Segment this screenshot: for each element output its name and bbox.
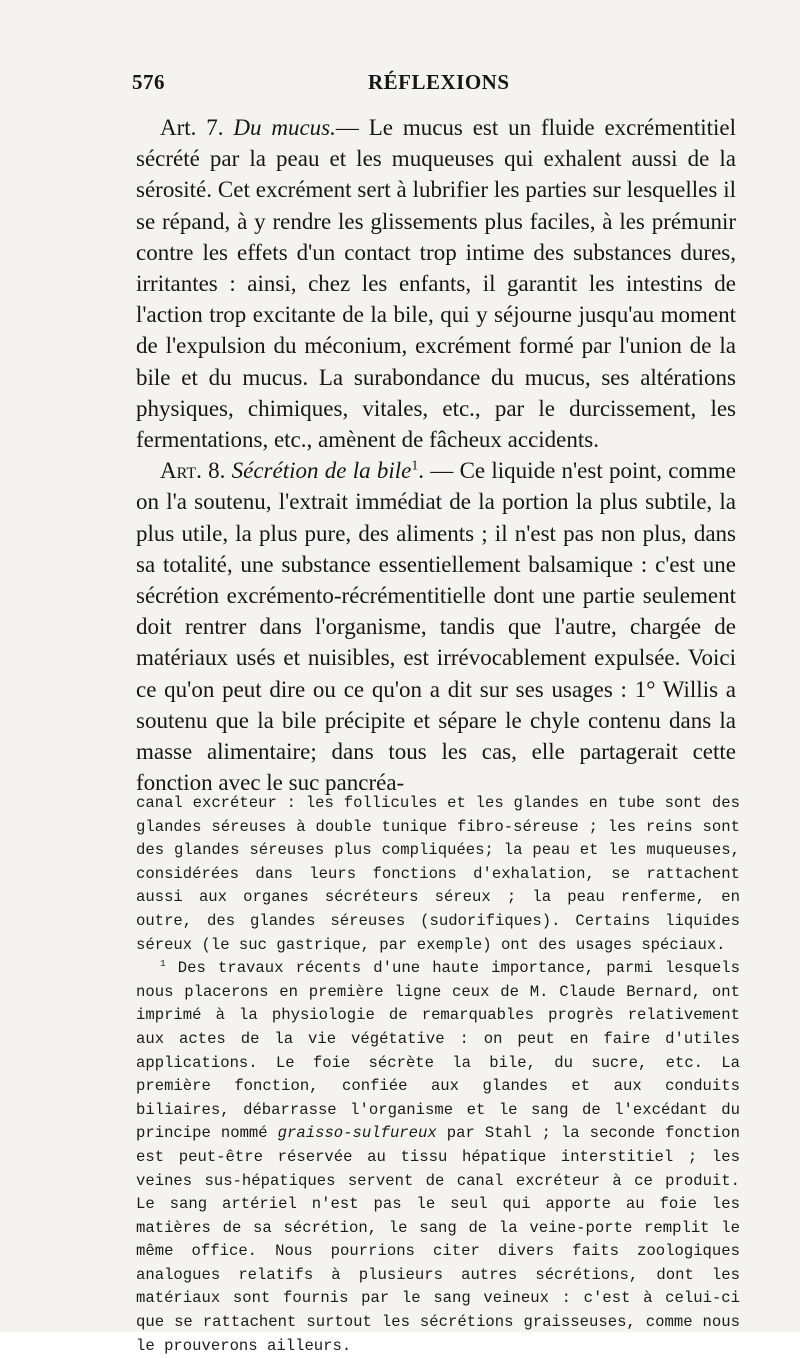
footnote-reference: 1 [411,457,419,473]
page-header [132,70,736,100]
page-number: 576 [132,70,165,94]
paragraph-art8: Art. 8. Sécrétion de la bile$^1$. — Ce liquide n'est point, comme on l'a soutenu, l'extrait immédiat de la portion la plus subtile, la plus utile, la plus pure, des aliments ; il n'est pas non plus, dans sa totalité, une substance essentiellement balsamique : c'est une sécrétion excrémento-récrémentitielle dont une partie seulement doit rentrer dans l'organisme, tandis que l'autre, chargée de matériaux usés et nuisibles, est irrévocablement expulsée. Voici ce qu'on peut dire ou ce qu'on a dit sur ses usages : 1° Willis a soutenu que la bile précipite et sépare le chyle contenu dans la masse alimentaire; dans tous les cas, elle partagerait cette fonction avec le suc pancréa- [136,457,736,796]
article-text: Le mucus est un fluide excrémentitiel sécrété par la peau et les muqueuses qui exhalent aussi de la sérosité. Cet excrément sert à lubrifier les parties sur lesquelles il se répand, à y rendre les glissements plus faciles, à les prémunir contre les effets d'un contact trop intime des substances dures, irritantes : ainsi, chez les enfants, il garantit les intestins de l'action trop excitante de la bile, qui y séjourne jusqu'au moment de l'expulsion du méconium, excrément formé par l'union de la bile et du mucus. La surabondance du mucus, ses altérations physiques, chimiques, vitales, etc., par le durcissement, les fermentations, etc., amènent de fâcheux accidents. [136,115,737,453]
article-number: 8. [208,458,226,484]
article-dash: — [335,115,359,140]
footnotes [136,792,740,1358]
article-label: Art. 7. [160,115,224,140]
article-title: Sécrétion de la bile [231,458,412,484]
footnote-text: par Stahl ; la seconde fonction est peut-être réservée au tissu hépatique interstitiel ; les veines sus-hépatiques servent de canal excréteur à ce produit. Le sang artériel n'est pas le seul qui apporte au foie les matières de sa sécrétion, le sang de la veine-porte remplit le même office. Nous pourrions citer divers faits zoologiques analogues relatifs à plusieurs autres sécrétions, dont les matériaux sont fournis par le sang veineux : c'est à celui-ci que se rattachent surtout les sécrétions graisseuses, comme nous le prouverons ailleurs. [136,1124,741,1355]
article-title: Du mucus. [233,115,336,140]
paragraph-art7 [136,112,736,455]
footnote-text: Des travaux récents d'une haute importance, parmi lesquels nous placerons en première ligne ceux de M. Claude Bernard, ont imprimé à la physiologie de remarquables progrès relativement aux actes de la vie végétative : on peut en faire d'utiles applications. Le foie sécrète la bile, du sucre, etc. La première fonction, confiée aux glandes et aux conduits biliaires, débarrasse l'organisme et le sang de l'excédant du principe nommé [136,959,740,1143]
footnote-1 [136,957,740,1358]
main-text [136,112,736,798]
article-text: Ce liquide n'est point, comme on l'a soutenu, l'extrait immédiat de la portion la plus subtile, la plus utile, la plus pure, des aliments ; il n'est pas non plus, dans sa totalité, une substance essentiellement balsamique : c'est une sécrétion excrémento-récrémentitielle dont une partie seulement doit rentrer dans l'organisme, tandis que l'autre, chargée de matériaux usés et nuisibles, est irrévocablement expulsée. Voici ce qu'on peut dire ou ce qu'on a dit sur ses usages : 1° Willis a soutenu que la bile précipite et sépare le chyle contenu dans la masse alimentaire; dans tous les cas, elle partagerait cette fonction avec le suc pancréa- [136,458,736,796]
footnote-marker: 1 [160,957,166,969]
footnote-italic-term: graisso-sulfureux [277,1124,437,1143]
article-dash: . — [418,458,454,484]
running-title: RÉFLEXIONS [368,70,510,94]
article-label: Art [160,458,197,484]
footnote-continuation: canal excréteur : les follicules et les glandes en tube sont des glandes séreuses à double tunique fibro-séreuse ; les reins sont des glandes séreuses plus compliquées; la peau et les muqueuses, considérées dans leurs fonctions d'exhalation, se rattachent aussi aux organes sécréteurs séreux ; la peau renferme, en outre, des glandes séreuses (sudorifiques). Certains liquides séreux (le suc gastrique, par exemple) ont des usages spéciaux. [136,794,740,954]
